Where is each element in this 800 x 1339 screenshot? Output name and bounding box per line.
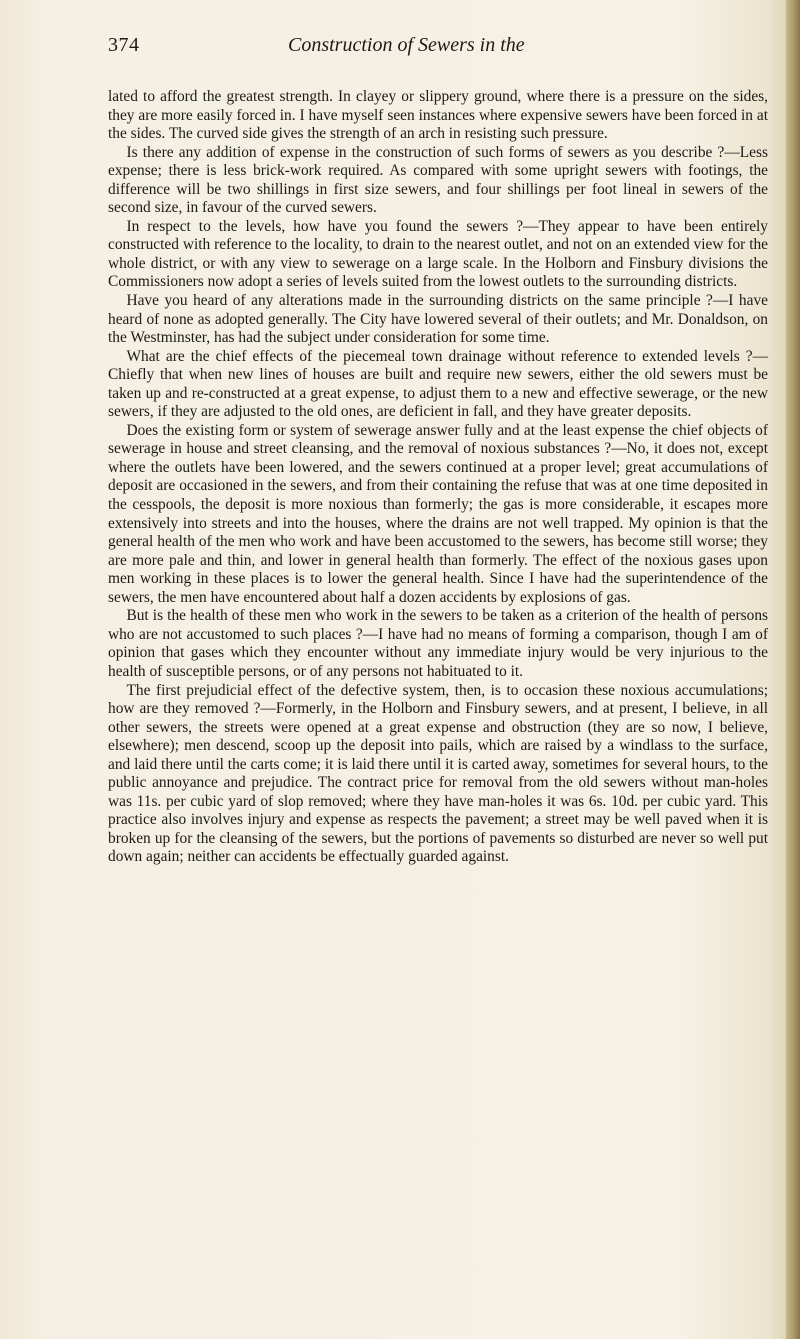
page-number: 374	[108, 34, 140, 56]
paragraph: In respect to the levels, how have you found the sewers ?—They appear to have been entirely constructed with reference to the locality, to drain to the nearest outlet, and not on an extended view for the whole district, or with any view to sewerage on a large scale. In the Holborn and Finsbury divisions the Commissioners now adopt a series of levels suited from the lowest outlets to the surrounding districts.	[108, 217, 768, 291]
page-edge-binding	[786, 0, 800, 1339]
paragraph: The first prejudicial effect of the defective system, then, is to occasion these noxious accumulations; how are they removed ?—Formerly, in the Holborn and Finsbury sewers, and at present, I believe, in all other sewers, the streets were opened at a great expense and obstruction (they are so now, I believe, elsewhere); men descend, scoop up the deposit into pails, which are raised by a windlass to the surface, and laid there until the carts come; it is laid there until it is carted away, sometimes for several hours, to the public annoyance and prejudice. The contract price for removal from the old sewers without man-holes was 11s. per cubic yard of slop removed; where they have man-holes it was 6s. 10d. per cubic yard. This practice also involves injury and expense as respects the pavement; a street may be well paved when it is broken up for the cleansing of the sewers, but the portions of pavements so disturbed are never so well put down again; neither can accidents be effectually guarded against.	[108, 681, 768, 866]
paragraph: lated to afford the greatest strength. In clayey or slippery ground, where there is a pressure on the sides, they are more easily forced in. I have myself seen instances where expensive sewers have been forced in at the sides. The curved side gives the strength of an arch in resisting such pressure.	[108, 88, 768, 143]
page-header	[108, 34, 768, 64]
paragraph: Does the existing form or system of sewerage answer fully and at the least expense the chief objects of sewerage in house and street cleansing, and the removal of noxious substances ?—No, it does not, except where the outlets have been lowered, and the sewers continued at a proper level; great accumulations of deposit are occasioned in the sewers, and from their containing the refuse that was at one time deposited in the cesspools, the deposit is more noxious than formerly; the gas is more considerable, it escapes more extensively into streets and into the houses, where the drains are not well trapped. My opinion is that the general health of the men who work and have been accustomed to the sewers, has become still worse; they are more pale and thin, and lower in general health than formerly. The effect of the noxious gases upon men working in these places is to lower the general health. Since I have had the superintendence of the sewers, the men have encountered about half a dozen accidents by explosions of gas.	[108, 421, 768, 606]
paragraph: What are the chief effects of the piecemeal town drainage without reference to extended levels ?—Chiefly that when new lines of houses are built and require new sewers, either the old sewers must be taken up and re-constructed at a great expense, to adjust them to a new and effective sewerage, or the new sewers, if they are adjusted to the old ones, are deficient in fall, and they have greater deposits.	[108, 347, 768, 421]
paragraph: Is there any addition of expense in the construction of such forms of sewers as you describe ?—Less expense; there is less brick-work required. As compared with some upright sewers with footings, the difference will be two shillings in first size sewers, and four shillings per foot lineal in sewers of the second size, in favour of the curved sewers.	[108, 143, 768, 217]
paragraph: Have you heard of any alterations made in the surrounding districts on the same principle ?—I have heard of none as adopted generally. The City have lowered several of their outlets; and Mr. Donaldson, on the Westminster, has had the subject under consideration for some time.	[108, 292, 768, 347]
running-title: Construction of Sewers in the	[288, 34, 525, 56]
paragraph: But is the health of these men who work in the sewers to be taken as a criterion of the health of persons who are not accustomed to such places ?—I have had no means of forming a comparison, though I am of opinion that gases which they encounter without any immediate injury would be very injurious to the health of susceptible persons, or of any persons not habituated to it.	[108, 607, 768, 680]
body-text	[108, 88, 768, 867]
